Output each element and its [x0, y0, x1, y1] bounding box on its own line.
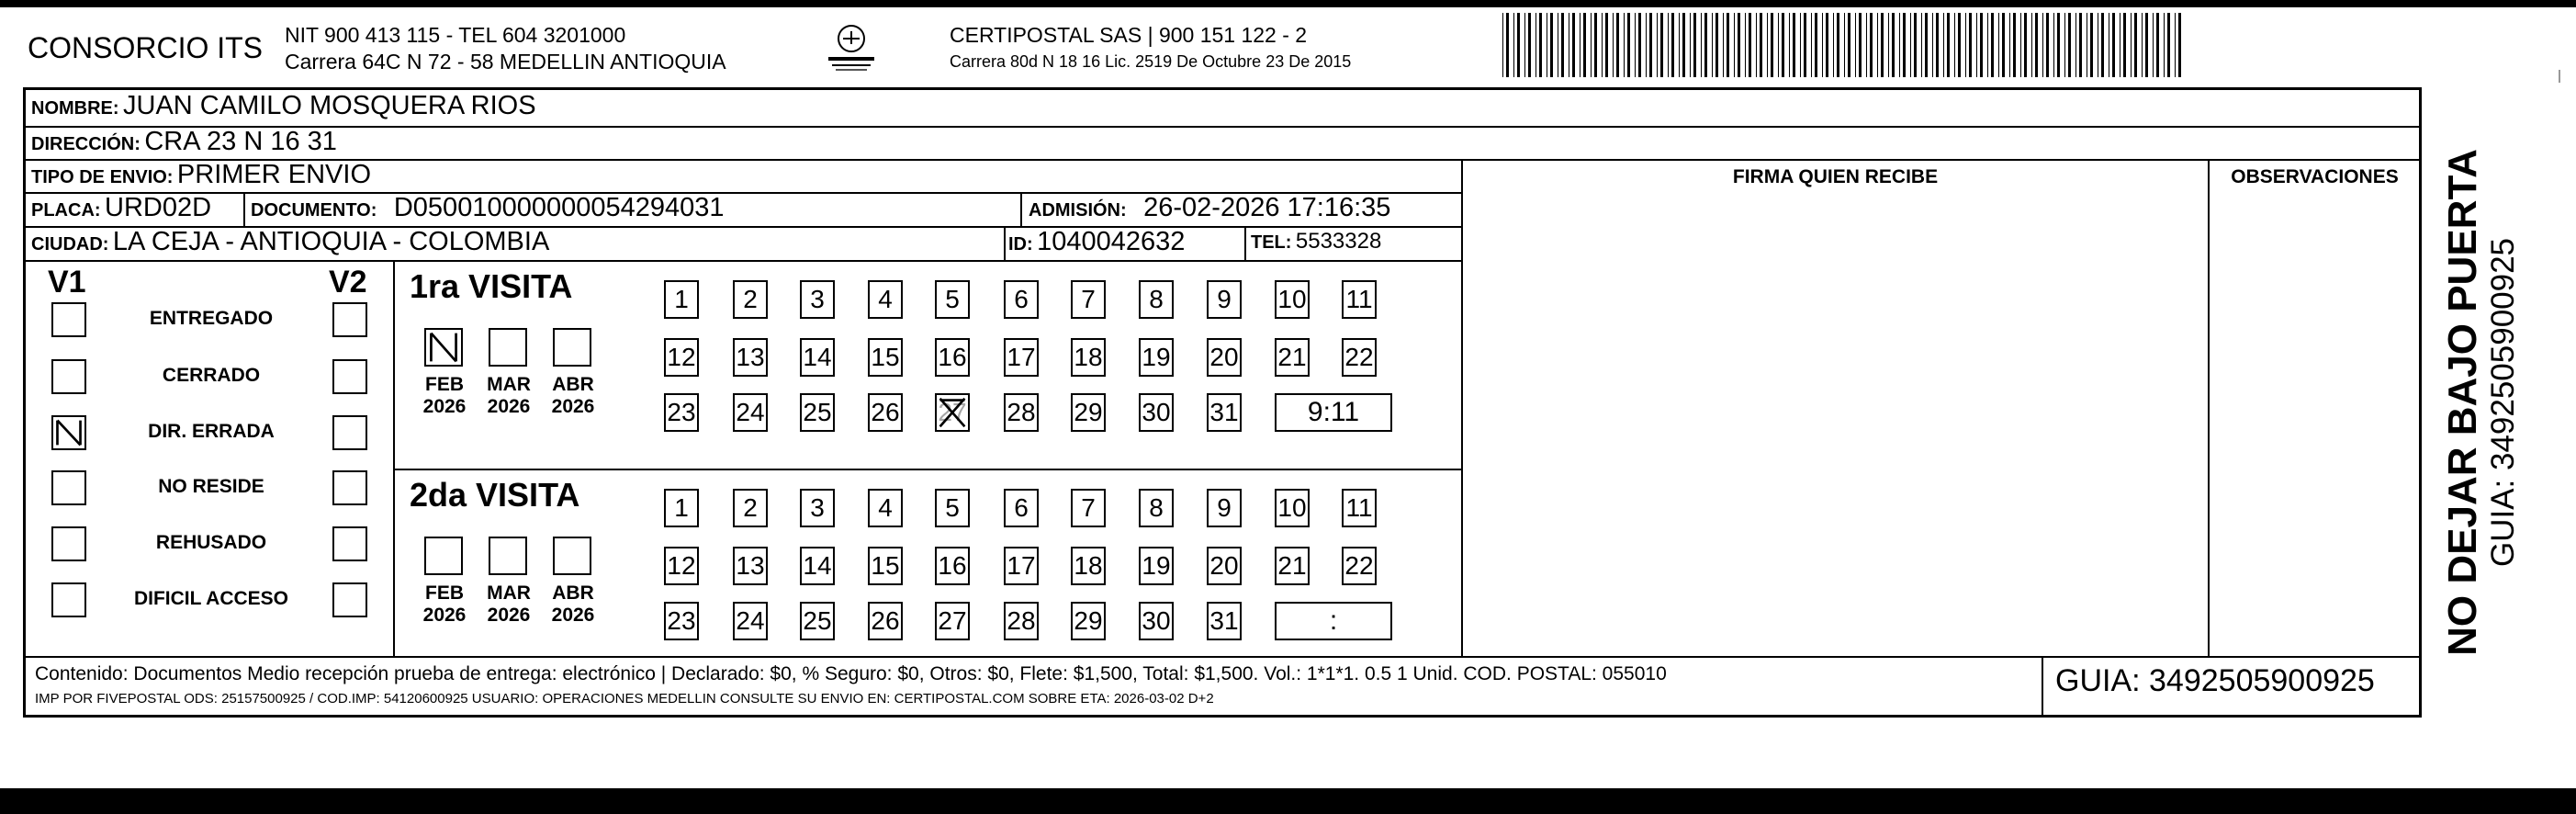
barcode-bar: [2153, 13, 2154, 77]
barcode-bar: [1848, 13, 1850, 77]
barcode-bar: [1837, 13, 1839, 77]
carrier-address: Carrera 80d N 18 16 Lic. 2519 De Octubre 23 De 2015: [950, 52, 1352, 71]
barcode-bar: [2031, 13, 2032, 77]
day-box[interactable]: 2: [733, 280, 768, 319]
barcode-bar: [1635, 13, 1636, 77]
barcode-bar: [2175, 13, 2176, 77]
barcode-bar: [1767, 13, 1768, 77]
day-box[interactable]: 28: [1004, 602, 1039, 640]
month-label: [417, 582, 472, 627]
day-box[interactable]: 16: [935, 338, 970, 377]
v1-checkbox[interactable]: [51, 470, 86, 505]
day-box[interactable]: 15: [868, 338, 903, 377]
day-box[interactable]: 18: [1071, 547, 1106, 585]
barcode-bar: [1947, 13, 1950, 77]
barcode-bar: [2145, 13, 2148, 77]
day-box[interactable]: 22: [1342, 338, 1377, 377]
day-box[interactable]: 9: [1207, 280, 1242, 319]
day-box[interactable]: 4: [868, 280, 903, 319]
barcode-bar: [1833, 13, 1834, 77]
barcode-bar: [2178, 13, 2181, 77]
barcode-bar: [1682, 13, 1685, 77]
barcode-bar: [1701, 13, 1702, 77]
day-box[interactable]: 12: [664, 547, 699, 585]
day-box[interactable]: 17: [1004, 338, 1039, 377]
day-box[interactable]: 6: [1004, 489, 1039, 527]
day-box[interactable]: 28: [1004, 393, 1039, 432]
day-box[interactable]: 24: [733, 602, 768, 640]
nombre-field: NOMBRE: JUAN CAMILO MOSQUERA RIOS: [31, 91, 536, 120]
v2-checkbox[interactable]: [332, 302, 367, 337]
barcode-bar: [1690, 13, 1691, 77]
month-name: FEB: [425, 374, 464, 395]
barcode-bar: [1899, 13, 1900, 77]
day-box[interactable]: 1: [664, 280, 699, 319]
status-option-label: CERRADO: [162, 365, 261, 386]
barcode-bar: [1605, 13, 1608, 77]
visit-divider: [393, 469, 1463, 470]
day-box[interactable]: [935, 393, 970, 432]
barcode-bar: [2075, 13, 2076, 77]
day-box[interactable]: 25: [800, 393, 835, 432]
barcode-bar: [1991, 13, 1994, 77]
barcode-bar: [1910, 13, 1911, 77]
time-box[interactable]: 9:11: [1275, 393, 1392, 432]
month-name: MAR: [487, 374, 531, 395]
guia-divider: [2042, 656, 2043, 716]
status-option-label: DIR. ERRADA: [148, 421, 275, 442]
barcode-bar: [2090, 13, 2093, 77]
day-box[interactable]: 19: [1139, 547, 1174, 585]
placa-field: PLACA: URD02D: [31, 193, 212, 222]
barcode-bar: [2035, 13, 2038, 77]
day-box[interactable]: 31: [1207, 602, 1242, 640]
day-box[interactable]: 10: [1275, 489, 1310, 527]
status-divider: [393, 260, 395, 656]
barcode-bar: [1550, 13, 1553, 77]
side-guia-label: GUIA: 3492505900925: [2485, 237, 2521, 568]
day-box[interactable]: 14: [800, 547, 835, 585]
day-box[interactable]: 13: [733, 547, 768, 585]
v2-checkbox[interactable]: [332, 359, 367, 394]
barcode-bar: [1969, 13, 1972, 77]
month-label: [481, 582, 536, 627]
barcode-bar: [1715, 13, 1718, 77]
barcode-bar: [1998, 13, 1999, 77]
barcode-bar: [1811, 13, 1812, 77]
imp-line: IMP POR FIVEPOSTAL ODS: 25157500925 / COD.IMP: 54120600925 USUARIO: OPERACIONES MEDELLIN CONSULTE SU ENVIO EN: CERTIPOSTAL.COM SOBRE ETA: 2026-03-02 D+2: [35, 691, 1214, 707]
barcode-bar: [1572, 13, 1575, 77]
barcode-bar: [1660, 13, 1663, 77]
month-checkbox[interactable]: [489, 328, 527, 367]
side-notice: [2441, 149, 2522, 656]
day-box[interactable]: 20: [1207, 338, 1242, 377]
day-box[interactable]: 2: [733, 489, 768, 527]
barcode-bar: [1877, 13, 1878, 77]
rule-footer: [26, 656, 2420, 658]
barcode-bar: [1591, 13, 1592, 77]
day-box[interactable]: 23: [664, 393, 699, 432]
barcode-bar: [1888, 13, 1889, 77]
barcode-bar: [1932, 13, 1933, 77]
barcode-bar: [1778, 13, 1779, 77]
day-box[interactable]: 8: [1139, 489, 1174, 527]
barcode-bar: [2042, 13, 2043, 77]
status-option-label: REHUSADO: [155, 532, 267, 553]
day-box[interactable]: 3: [800, 280, 835, 319]
barcode-bar: [2167, 13, 2170, 77]
barcode-bar: [1704, 13, 1707, 77]
barcode-bar: [2068, 13, 2071, 77]
day-box[interactable]: 5: [935, 280, 970, 319]
visit-title: 1ra VISITA: [410, 267, 573, 305]
company-name: CONSORCIO ITS: [28, 31, 264, 64]
barcode-bar: [1712, 13, 1713, 77]
barcode-bar: [1646, 13, 1647, 77]
barcode-bar: [1826, 13, 1828, 77]
barcode-bar: [1649, 13, 1652, 77]
placa-divider: [243, 192, 245, 226]
barcode-bar: [2064, 13, 2065, 77]
v1-checkbox[interactable]: [51, 302, 86, 337]
month-year: 2026: [422, 605, 467, 626]
barcode-bar: [2134, 13, 2137, 77]
firma-header: FIRMA QUIEN RECIBE: [1732, 166, 1939, 187]
barcode-bar: [2112, 13, 2115, 77]
day-box[interactable]: 30: [1139, 602, 1174, 640]
barcode-bar: [1524, 13, 1525, 77]
day-box[interactable]: 23: [664, 602, 699, 640]
barcode-bar: [1734, 13, 1735, 77]
month-checkbox[interactable]: [424, 328, 463, 367]
no-dejar-label: NO DEJAR BAJO PUERTA: [2440, 149, 2485, 656]
month-year: 2026: [422, 396, 467, 417]
month-label: [481, 374, 536, 418]
month-label: [417, 374, 472, 418]
scan-mark: [2559, 70, 2560, 83]
barcode-bar: [2142, 13, 2143, 77]
barcode-bar: [1793, 13, 1795, 77]
day-box[interactable]: 14: [800, 338, 835, 377]
day-box[interactable]: 22: [1342, 547, 1377, 585]
tel-divider: [1244, 226, 1246, 260]
day-box[interactable]: 15: [868, 547, 903, 585]
barcode-bar: [2013, 13, 2016, 77]
barcode-bar: [1616, 13, 1619, 77]
day-box[interactable]: 9: [1207, 489, 1242, 527]
day-box[interactable]: 20: [1207, 547, 1242, 585]
day-box[interactable]: 31: [1207, 393, 1242, 432]
barcode-bar: [1771, 13, 1773, 77]
status-option-label: DIFICIL ACCESO: [133, 588, 288, 609]
firma-divider: [1461, 159, 1463, 656]
documento-field: DOCUMENTO: D050010000000054294031: [251, 193, 725, 222]
barcode-bar: [1800, 13, 1801, 77]
month-name: MAR: [487, 582, 531, 604]
barcode-bar: [2131, 13, 2132, 77]
month-checkbox[interactable]: [553, 328, 591, 367]
day-box[interactable]: 6: [1004, 280, 1039, 319]
admision-field: ADMISIÓN: 26-02-2026 17:16:35: [1029, 193, 1391, 222]
day-box[interactable]: 1: [664, 489, 699, 527]
barcode-bar: [2046, 13, 2049, 77]
month-label: [546, 582, 601, 627]
obs-divider: [2208, 159, 2210, 656]
day-box[interactable]: 21: [1275, 338, 1310, 377]
barcode-bar: [1815, 13, 1817, 77]
barcode-bar: [1535, 13, 1536, 77]
observaciones-header: OBSERVACIONES: [2231, 166, 2399, 187]
guia-number: GUIA: 3492505900925: [2055, 663, 2375, 698]
month-name: ABR: [552, 582, 594, 604]
carrier-line: CERTIPOSTAL SAS | 900 151 122 - 2: [950, 23, 1308, 47]
barcode-bar: [1613, 13, 1614, 77]
day-box[interactable]: 26: [868, 393, 903, 432]
month-checkbox[interactable]: [424, 537, 463, 575]
v2-checkbox[interactable]: [332, 582, 367, 617]
barcode-bar: [1657, 13, 1658, 77]
barcode-bar: [1745, 13, 1746, 77]
barcode-bar: [1859, 13, 1862, 77]
barcode-bar: [1749, 13, 1751, 77]
ciudad-field: CIUDAD: LA CEJA - ANTIOQUIA - COLOMBIA: [31, 227, 550, 256]
barcode-bar: [1855, 13, 1856, 77]
barcode-bar: [1943, 13, 1944, 77]
day-box[interactable]: 17: [1004, 547, 1039, 585]
day-box[interactable]: 21: [1275, 547, 1310, 585]
month-checkbox[interactable]: [489, 537, 527, 575]
visit-title: 2da VISITA: [410, 476, 580, 514]
barcode-bar: [1804, 13, 1806, 77]
month-checkbox[interactable]: [553, 537, 591, 575]
day-box[interactable]: 24: [733, 393, 768, 432]
v1-header: V1: [48, 265, 86, 300]
month-label: [546, 374, 601, 418]
month-name: ABR: [552, 374, 594, 395]
contenido-line: Contenido: Documentos Medio recepción prueba de entrega: electrónico | Declarado: $0, % Seguro: $0, Otros: $0, Flete: $1,500, Total: $1,500. Vol.: 1*1*1. 0.5 1 Unid. COD. POSTAL: 055010: [35, 663, 1667, 684]
barcode-bar: [1738, 13, 1740, 77]
barcode-bar: [1668, 13, 1669, 77]
month-year: 2026: [487, 605, 531, 626]
barcode-bar: [1624, 13, 1625, 77]
barcode-bar: [1958, 13, 1961, 77]
barcode-bar: [1866, 13, 1867, 77]
barcode-bar: [1723, 13, 1724, 77]
id-divider: [1004, 226, 1006, 260]
v1-checkbox[interactable]: [51, 359, 86, 394]
day-number: 27: [938, 398, 967, 426]
month-year: 2026: [551, 605, 595, 626]
barcode-bar: [2002, 13, 2005, 77]
v2-header: V2: [329, 265, 367, 300]
barcode-bar: [1954, 13, 1955, 77]
barcode-bar: [1936, 13, 1939, 77]
day-box[interactable]: 10: [1275, 280, 1310, 319]
day-box[interactable]: 12: [664, 338, 699, 377]
v2-checkbox[interactable]: [332, 526, 367, 561]
barcode-bar: [2101, 13, 2104, 77]
month-name: FEB: [425, 582, 464, 604]
barcode-bar: [1679, 13, 1680, 77]
barcode-bar: [1921, 13, 1922, 77]
status-option-label: ENTREGADO: [149, 308, 274, 329]
day-box[interactable]: 5: [935, 489, 970, 527]
top-rule: [0, 0, 2576, 7]
barcode-bar: [1987, 13, 1988, 77]
company-info: [285, 22, 726, 75]
barcode-bar: [2057, 13, 2060, 77]
month-year: 2026: [551, 396, 595, 417]
day-box[interactable]: 11: [1342, 280, 1377, 319]
v2-checkbox[interactable]: [332, 470, 367, 505]
day-box[interactable]: 19: [1139, 338, 1174, 377]
barcode-bar: [1976, 13, 1977, 77]
rule-5: [26, 260, 1463, 262]
barcode-bar: [1822, 13, 1823, 77]
barcode-bar: [1782, 13, 1784, 77]
barcode-bar: [1539, 13, 1542, 77]
form-frame: [23, 87, 2422, 718]
nit-line: NIT 900 413 115 - TEL 604 3201000: [285, 23, 626, 47]
tipo-envio-field: TIPO DE ENVIO: PRIMER ENVIO: [31, 160, 372, 189]
direccion-field: DIRECCIÓN: CRA 23 N 16 31: [31, 127, 337, 156]
barcode-bar: [1506, 13, 1509, 77]
day-box[interactable]: 25: [800, 602, 835, 640]
day-box[interactable]: 3: [800, 489, 835, 527]
v2-checkbox[interactable]: [332, 415, 367, 450]
barcode-bar: [1671, 13, 1674, 77]
day-box[interactable]: 29: [1071, 393, 1106, 432]
address-line: Carrera 64C N 72 - 58 MEDELLIN ANTIOQUIA: [285, 50, 726, 73]
barcode-bar: [1903, 13, 1906, 77]
day-box[interactable]: 4: [868, 489, 903, 527]
barcode-bar: [1528, 13, 1531, 77]
barcode-bar: [2020, 13, 2021, 77]
day-box[interactable]: 18: [1071, 338, 1106, 377]
day-box[interactable]: 30: [1139, 393, 1174, 432]
barcode-bar: [1627, 13, 1630, 77]
barcode-bar: [1870, 13, 1873, 77]
v1-checkbox[interactable]: [51, 582, 86, 617]
barcode-bar: [1980, 13, 1983, 77]
barcode-bar: [1881, 13, 1884, 77]
time-box[interactable]: :: [1275, 602, 1392, 640]
barcode-bar: [1602, 13, 1603, 77]
barcode-bar: [1760, 13, 1762, 77]
rule-2: [26, 159, 2420, 161]
barcode-bar: [2024, 13, 2027, 77]
day-box[interactable]: 7: [1071, 280, 1106, 319]
day-box[interactable]: 13: [733, 338, 768, 377]
barcode-bar: [1638, 13, 1641, 77]
id-field: ID: 1040042632: [1008, 227, 1186, 256]
barcode-bar: [1756, 13, 1757, 77]
day-box[interactable]: 11: [1342, 489, 1377, 527]
status-option-label: NO RESIDE: [158, 476, 264, 497]
month-year: 2026: [487, 396, 531, 417]
barcode-bar: [1844, 13, 1845, 77]
day-box[interactable]: 26: [868, 602, 903, 640]
day-box[interactable]: 27: [935, 602, 970, 640]
barcode-bar: [2156, 13, 2159, 77]
barcode-bar: [2009, 13, 2010, 77]
barcode-bar: [1513, 13, 1514, 77]
rule-1: [26, 126, 2420, 128]
barcode-bar: [1693, 13, 1696, 77]
barcode-bar: [1594, 13, 1597, 77]
admision-divider: [1020, 192, 1022, 226]
day-box[interactable]: 8: [1139, 280, 1174, 319]
carrier-info: [950, 22, 1351, 75]
barcode-bar: [1583, 13, 1586, 77]
v1-checkbox[interactable]: [51, 415, 86, 450]
barcode-bar: [1727, 13, 1729, 77]
barcode-bar: [2164, 13, 2165, 77]
barcode-bar: [2079, 13, 2082, 77]
barcode-bar: [1789, 13, 1790, 77]
tel-field: TEL: 5533328: [1251, 229, 1382, 254]
barcode-bar: [1914, 13, 1917, 77]
day-box[interactable]: 7: [1071, 489, 1106, 527]
barcode-bar: [1502, 13, 1503, 77]
barcode-bar: [1925, 13, 1928, 77]
certipostal-logo-icon: [825, 20, 878, 73]
barcode-bar: [1965, 13, 1966, 77]
bottom-bar: [0, 788, 2576, 814]
barcode-bar: [1561, 13, 1564, 77]
v1-checkbox[interactable]: [51, 526, 86, 561]
barcode: [1502, 13, 2187, 77]
day-box[interactable]: 16: [935, 547, 970, 585]
barcode-bar: [1892, 13, 1895, 77]
barcode-bar: [1517, 13, 1520, 77]
barcode-bar: [2053, 13, 2054, 77]
day-box[interactable]: 29: [1071, 602, 1106, 640]
barcode-bar: [2123, 13, 2126, 77]
